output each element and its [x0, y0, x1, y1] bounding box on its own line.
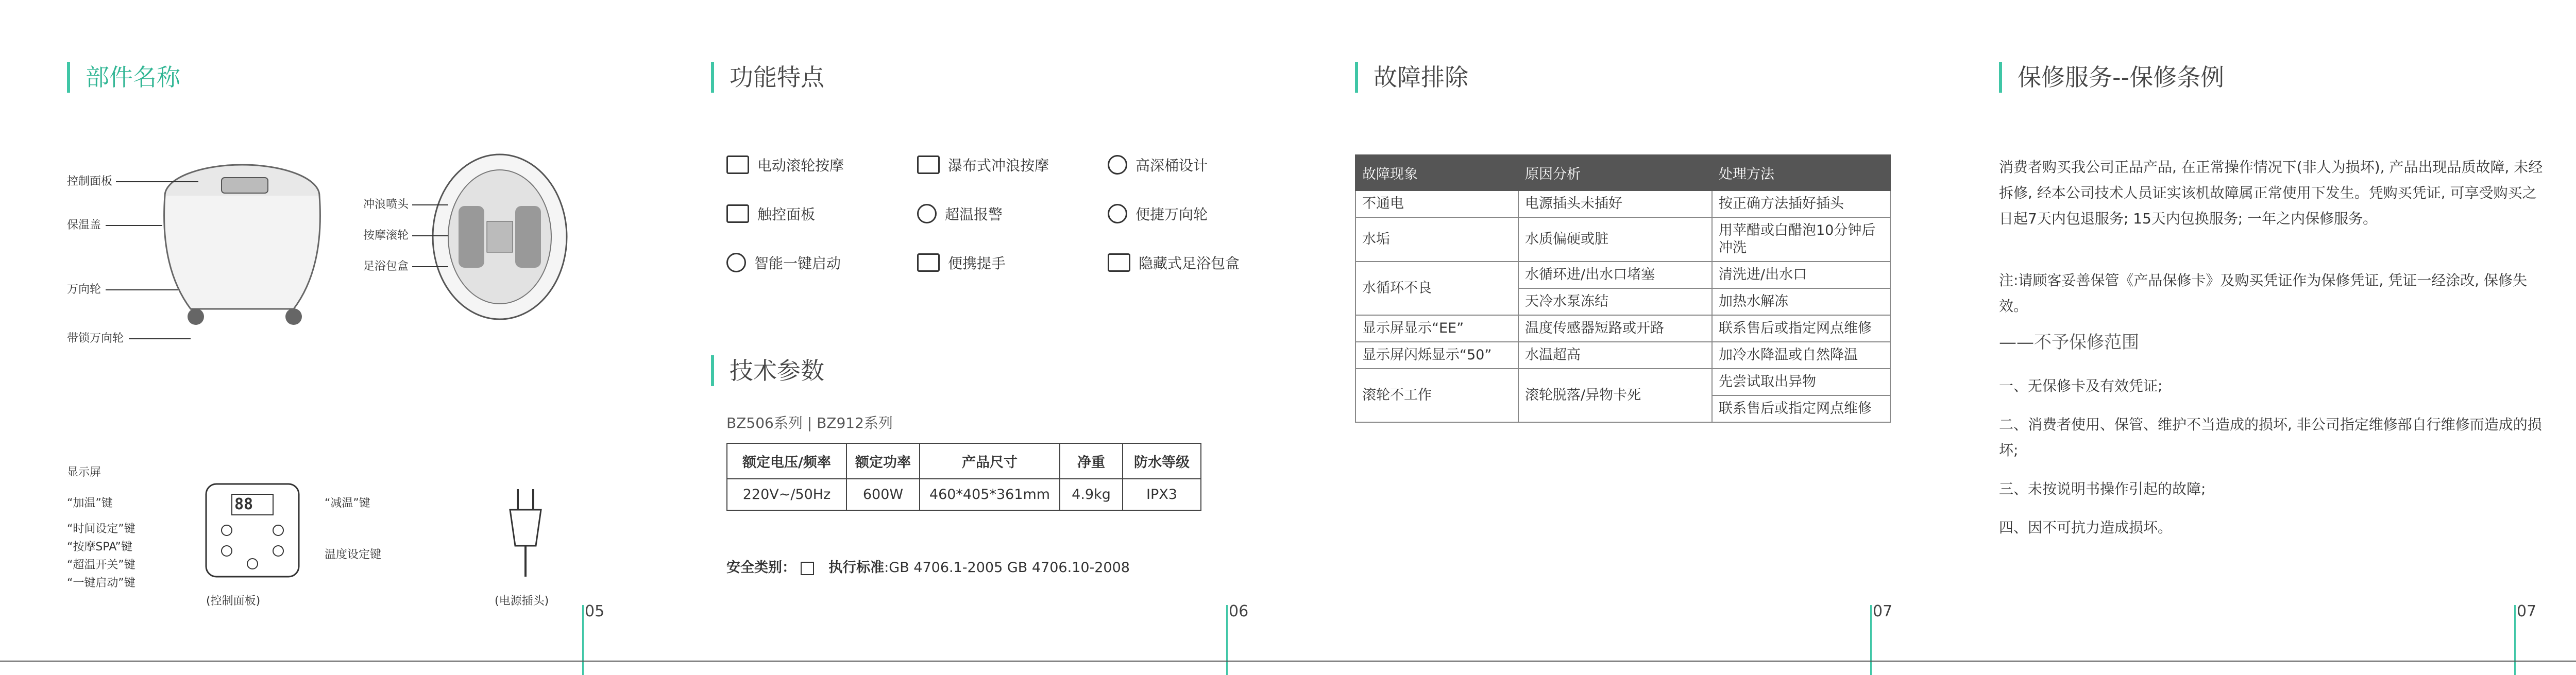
no-warranty-item: 一、无保修卡及有效凭证; [1999, 377, 2163, 394]
label-spa-key: “按摩SPA”键 [67, 541, 132, 553]
leader-line [106, 225, 162, 226]
page-title: 保修服务--保修条例 [1999, 62, 2224, 93]
fault-symptom: 显示屏显示“EE” [1355, 315, 1518, 342]
tech-value: 600W [846, 479, 920, 510]
feature-item [726, 154, 844, 175]
tech-header: 额定电压/频率 [727, 443, 846, 479]
bottom-rule [0, 661, 2576, 662]
fault-cause: 天冷水泵冻结 [1518, 288, 1712, 315]
fault-cause: 温度传感器短路或开路 [1518, 315, 1712, 342]
fault-fix: 先尝试取出异物 [1712, 369, 1890, 395]
fault-header: 原因分析 [1518, 155, 1712, 191]
page-marker [1226, 605, 1228, 675]
feature-label: 智能一键启动 [754, 255, 841, 272]
leader-line [412, 204, 448, 205]
feature-item [917, 203, 1003, 224]
fault-header: 处理方法 [1712, 155, 1890, 191]
page-number: 07 [1873, 602, 1893, 620]
tech-header: 额定功率 [846, 443, 920, 479]
fault-fix: 用苹醋或白醋泡10分钟后冲洗 [1712, 217, 1890, 262]
panel-warranty [1999, 0, 2576, 675]
fault-cause: 水质偏硬或脏 [1518, 217, 1712, 262]
fault-symptom: 显示屏闪烁显示“50” [1355, 342, 1518, 369]
no-warranty-title: ——不予保修范围 [1999, 332, 2139, 353]
plug-illustration [500, 489, 551, 577]
tech-value: 220V~/50Hz [727, 479, 846, 510]
leader-line [412, 266, 448, 267]
fault-symptom: 不通电 [1355, 191, 1518, 217]
panel-parts [67, 0, 712, 675]
feature-item [726, 203, 815, 224]
no-warranty-item: 三、未按说明书操作引起的故障; [1999, 480, 2206, 497]
page-title: 功能特点 [711, 62, 824, 93]
fault-fix: 加热水解冻 [1712, 288, 1890, 315]
tech-table [726, 443, 1201, 511]
page-number: 07 [2517, 602, 2537, 620]
leader-line [116, 181, 198, 182]
label-lock-wheel: 带锁万向轮 [67, 332, 124, 345]
plug-caption: (电源插头) [495, 595, 549, 608]
feature-item [917, 252, 1006, 273]
tech-header: 产品尺寸 [920, 443, 1060, 479]
feature-label: 隐藏式足浴包盒 [1139, 255, 1240, 272]
series-label: BZ506系列 | BZ912系列 [726, 414, 893, 431]
feature-label: 便捷万向轮 [1136, 206, 1208, 223]
warranty-note: 注:请顾客妥善保管《产品保修卡》及购买凭证作为保修凭证, 凭证一经涂改, 保修失效。 [1999, 272, 2528, 315]
touch-icon [726, 204, 749, 223]
waterfall-icon [917, 155, 940, 174]
safety-label: 安全类别： [726, 560, 796, 576]
fault-fix: 加冷水降温或自然降温 [1712, 342, 1890, 369]
fault-symptom: 水垢 [1355, 217, 1518, 262]
leader-line [106, 289, 178, 290]
fault-header: 故障现象 [1355, 155, 1518, 191]
no-warranty-item: 二、消费者使用、保管、维护不当造成的损坏, 非公司指定维修部自行维修而造成的损坏; [1999, 416, 2542, 459]
class-ii-icon [801, 562, 814, 575]
feature-item [726, 252, 841, 273]
deep-bucket-icon [1108, 155, 1127, 175]
no-warranty-item: 四、因不可抗力造成损坏。 [1999, 519, 2173, 536]
page-marker [1870, 605, 1872, 675]
label-lid: 保温盖 [67, 219, 101, 232]
display-digits: 88 [234, 495, 253, 513]
fault-cause: 滚轮脱落/异物卡死 [1518, 369, 1712, 422]
label-onekey: “一键启动”键 [67, 577, 135, 590]
fault-fix: 联系售后或指定网点维修 [1712, 315, 1890, 342]
label-temp-down-key: “减温”键 [325, 497, 370, 510]
feature-item [1108, 154, 1208, 175]
product-side-illustration [149, 154, 345, 340]
feature-item [1108, 252, 1240, 273]
feature-label: 超温报警 [945, 206, 1003, 223]
page-title: 故障排除 [1355, 62, 1468, 93]
feature-label: 瀑布式冲浪按摩 [948, 157, 1049, 174]
feature-label: 电动滚轮按摩 [757, 157, 844, 174]
leader-line [129, 338, 191, 339]
feature-label: 触控面板 [757, 206, 816, 223]
page-number: 06 [1229, 602, 1249, 620]
label-temp-up-key: “加温”键 [67, 497, 113, 510]
panel-faults [1355, 0, 2000, 675]
feature-item [917, 154, 1049, 175]
feature-item [1108, 203, 1208, 224]
label-herb-box: 足浴包盒 [363, 260, 409, 273]
label-overtemp-key: “超温开关”键 [67, 559, 135, 572]
tech-header: 防水等级 [1123, 443, 1201, 479]
label-display: 显示屏 [67, 466, 101, 479]
standard-label: 执行标准 [828, 560, 885, 576]
fault-table [1355, 154, 1891, 423]
handle-icon [917, 253, 940, 272]
label-timer-key: “时间设定”键 [67, 523, 135, 535]
label-roller: 按摩滚轮 [363, 229, 409, 242]
fault-fix: 联系售后或指定网点维修 [1712, 395, 1890, 422]
power-icon [726, 253, 746, 272]
fault-cause: 电源插头未插好 [1518, 191, 1712, 217]
label-spray: 冲浪喷头 [363, 198, 409, 211]
control-panel-diagram [201, 479, 304, 582]
page-title: 部件名称 [67, 62, 180, 93]
fault-fix: 按正确方法插好插头 [1712, 191, 1890, 217]
fault-fix: 清洗进/出水口 [1712, 262, 1890, 288]
wheel-icon [1108, 204, 1127, 223]
fault-symptom: 滚轮不工作 [1355, 369, 1518, 422]
label-temp-set-key: 温度设定键 [325, 548, 382, 561]
page-number: 05 [585, 602, 605, 620]
safety-line [726, 556, 1130, 576]
warranty-paragraph: 消费者购买我公司正品产品, 在正常操作情况下(非人为损坏), 产品出现品质故障, 未经拆修, 经本公司技术人员证实该机故障属正常使用下发生。凭购买凭证, 可享受购买之日起7天内包退服务; 15天内包换服务; 一年之内保修服务。 [1999, 159, 2543, 227]
box-icon [1108, 253, 1130, 272]
standard-value: :GB 4706.1-2005 GB 4706.10-2008 [884, 560, 1130, 576]
leader-line [412, 235, 448, 236]
label-wheel: 万向轮 [67, 283, 101, 296]
feature-label: 高深桶设计 [1136, 157, 1208, 174]
panel-features [711, 0, 1356, 675]
tech-value: 4.9kg [1060, 479, 1123, 510]
page-marker [582, 605, 584, 675]
tech-value: 460*405*361mm [920, 479, 1060, 510]
fault-symptom: 水循环不良 [1355, 262, 1518, 315]
fault-cause: 水循环进/出水口堵塞 [1518, 262, 1712, 288]
roller-icon [726, 155, 749, 174]
tech-title: 技术参数 [711, 355, 824, 386]
label-control-panel: 控制面板 [67, 175, 113, 188]
tech-value: IPX3 [1123, 479, 1201, 510]
panel-caption: (控制面板) [206, 595, 261, 608]
page-marker [2514, 605, 2516, 675]
feature-label: 便携提手 [948, 255, 1006, 272]
fault-cause: 水温超高 [1518, 342, 1712, 369]
tech-header: 净重 [1060, 443, 1123, 479]
product-top-illustration [428, 149, 572, 324]
alarm-icon [917, 204, 937, 223]
